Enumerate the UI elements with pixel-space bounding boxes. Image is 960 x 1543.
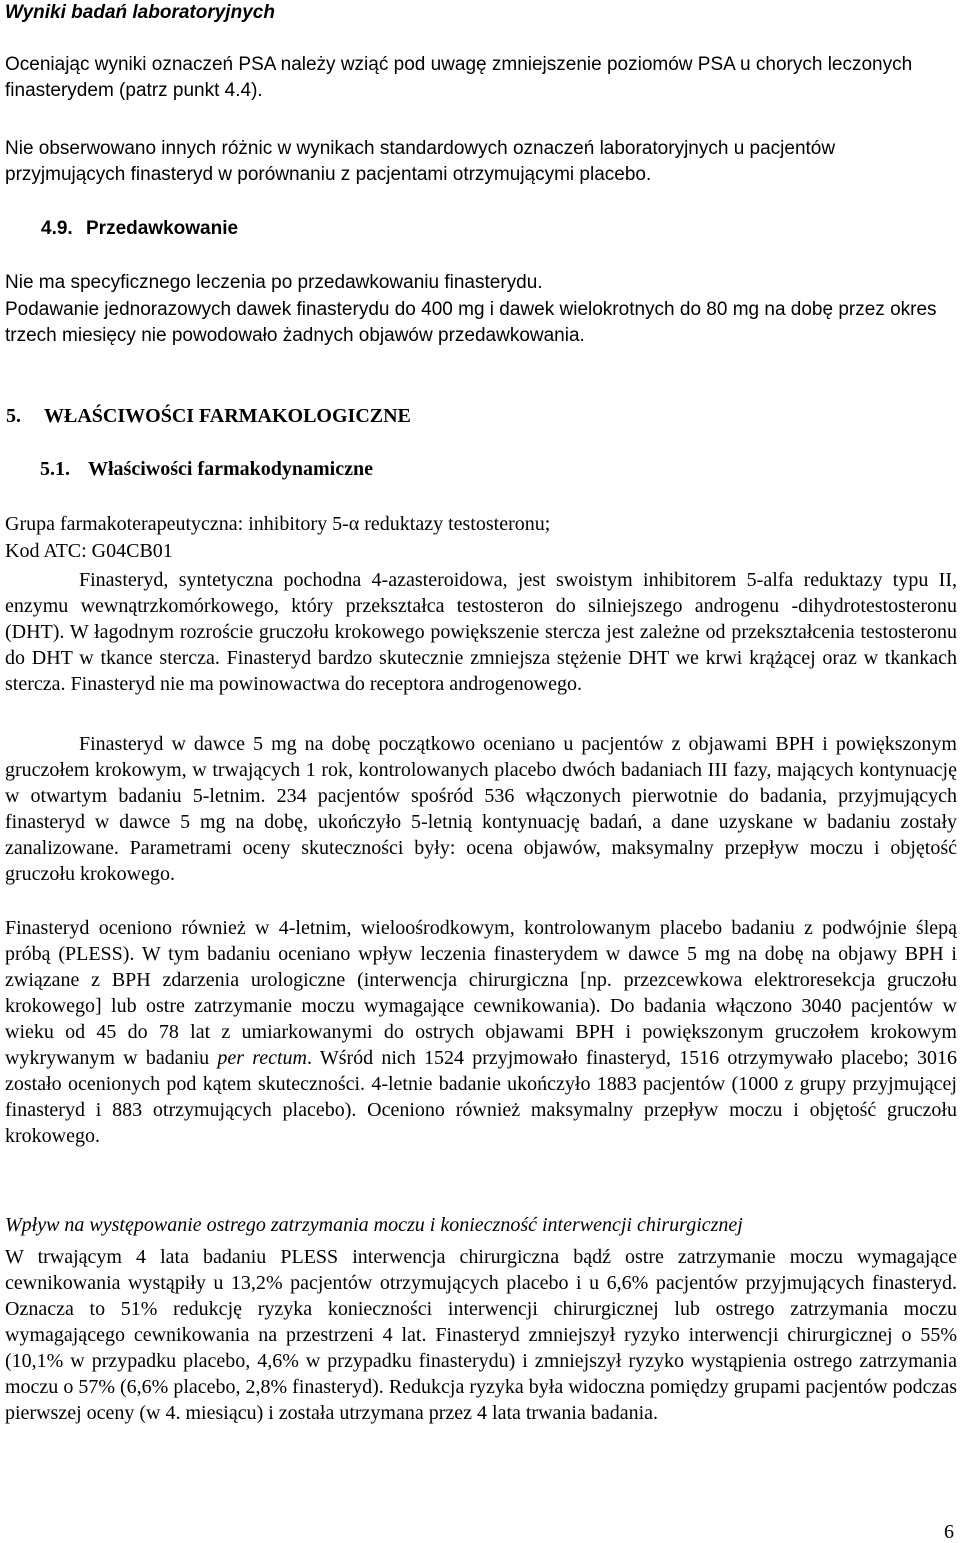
atc-code: Kod ATC: G04CB01 [5, 540, 173, 562]
pless-text-a: Finasteryd oceniono również w 4-letnim, wieloośrodkowym, kontrolowanym placebo badaniu z podwójnie ślepą próbą (PLESS). W tym badaniu oceniano wpływ leczenia finasterydem w dawce 5 mg na dobę na objawy BPH i związane z BPH zdarzenia urologiczne (interwencja chirurgiczna [np. przezcewkowa elektroresekcja gruczołu krokowego] lub ostre zatrzymanie moczu wymagające cewnikowania). Do badania włączono 3040 pacjentów w wieku od 45 do 78 lat z umiarkowanymi do ostrych objawami BPH i powiększonym gruczołem krokowym wykrywanym w badaniu [5, 917, 957, 1069]
page-number: 6 [944, 1521, 954, 1543]
pless-text-italic: per rectum [217, 1047, 308, 1069]
results-paragraph-1: Oceniając wyniki oznaczeń PSA należy wziąć pod uwagę zmniejszenie poziomów PSA u chorych leczonych finasterydem (patrz punkt 4.4). [5, 54, 913, 101]
pless-text-b: . Wśród nich 1524 przyjmowało finasteryd, 1516 otrzymywało placebo; 3016 zostało ocenionych pod kątem skuteczności. 4-letnie badanie ukończyło 1883 pacjentów (1000 z grupy przyjmującej finasteryd i 883 otrzymujących placebo). Oceniono również maksymalny przepływ moczu i objętość gruczołu krokowego. [5, 1047, 957, 1147]
section-5-heading [6, 403, 706, 429]
paragraph-efficacy: Finasteryd w dawce 5 mg na dobę początkowo oceniano u pacjentów z objawami BPH i powiększonym gruczołem krokowym, w trwających 1 rok, kontrolowanych placebo dwóch badaniach III fazy, mających kontynuację w otwartym badaniu 5-letnim. 234 pacjentów spośród 536 włączonych pierwotnie do badania, przyjmujących finasteryd w dawce 5 mg na dobę, ukończyło 5-letnią kontynuację badań, a dane uzyskane w badaniu zostały zanalizowane. Parametrami oceny skuteczności były: ocena objawów, maksymalny przepływ moczu i objętość gruczołu krokowego. [5, 733, 957, 885]
overdose-heading-title: Przedawkowanie [86, 218, 239, 239]
overdose-heading-number: 4.9. [41, 218, 73, 239]
paragraph-final: W trwającym 4 lata badaniu PLESS interwencja chirurgiczna bądź ostre zatrzymanie moczu wymagające cewnikowania wystąpiły u 13,2% pacjentów otrzymujących placebo i u 6,6% pacjentów przyjmujących finasteryd. Oznacza to 51% redukcję ryzyka konieczności interwencji chirurgicznej lub ostrego zatrzymania moczu wymagającego cewnikowania na przestrzeni 4 lat. Finasteryd zmniejszył ryzyko interwencji chirurgicznej o 55% (10,1% w przypadku placebo, 4,6% w przypadku finasterydu) i zmniejszył ryzyko wystąpienia ostrego zatrzymania moczu o 57% (6,6% placebo, 2,8% finasteryd). Redukcja ryzyka była widoczna pomiędzy grupami pacjentów podczas pierwszej oceny (w 4. miesiącu) i została utrzymana przez 4 lata trwania badania. [5, 1246, 957, 1424]
section-5-1-title: Właściwości farmakodynamiczne [88, 458, 373, 480]
section-5-number: 5. [6, 405, 21, 427]
paragraph-mechanism: Finasteryd, syntetyczna pochodna 4-azasteroidowa, jest swoistym inhibitorem 5-alfa reduktazy typu II, enzymu wewnątrzkomórkowego, który przekształca testosteron do silniejszego androgenu -dihydrotestosteronu (DHT). W łagodnym rozroście gruczołu krokowego powiększenie stercza jest zależne od przekształcenia testosteronu do DHT w tkance stercza. Finasteryd bardzo skutecznie zmniejsza stężenie DHT we krwi krążącej oraz w tkankach stercza. Finasteryd nie ma powinowactwa do receptora androgenowego. [5, 569, 957, 695]
paragraph-pless [5, 915, 957, 1149]
results-paragraph-2: Nie obserwowano innych różnic w wynikach standardowych oznaczeń laboratoryjnych u pacjentów przyjmujących finasteryd w porównaniu z pacjentami otrzymującymi placebo. [5, 138, 836, 185]
results-heading: Wyniki badań laboratoryjnych [5, 2, 275, 23]
subheading-urinary-retention: Wpływ na występowanie ostrego zatrzymania moczu i konieczność interwencji chirurgicznej [5, 1214, 743, 1236]
pharmacotherapeutic-group: Grupa farmakoterapeutyczna: inhibitory 5-α reduktazy testosteronu; [5, 513, 551, 535]
section-5-1-heading [40, 456, 740, 482]
section-5-title: WŁAŚCIWOŚCI FARMAKOLOGICZNE [44, 405, 411, 427]
overdose-text-1: Nie ma specyficznego leczenia po przedawkowaniu finasterydu. [5, 272, 543, 293]
overdose-text-2: Podawanie jednorazowych dawek finasterydu do 400 mg i dawek wielokrotnych do 80 mg na dobę przez okres trzech miesięcy nie powodowało żadnych objawów przedawkowania. [5, 299, 937, 346]
overdose-heading [41, 216, 641, 242]
section-5-1-number: 5.1. [40, 458, 70, 480]
